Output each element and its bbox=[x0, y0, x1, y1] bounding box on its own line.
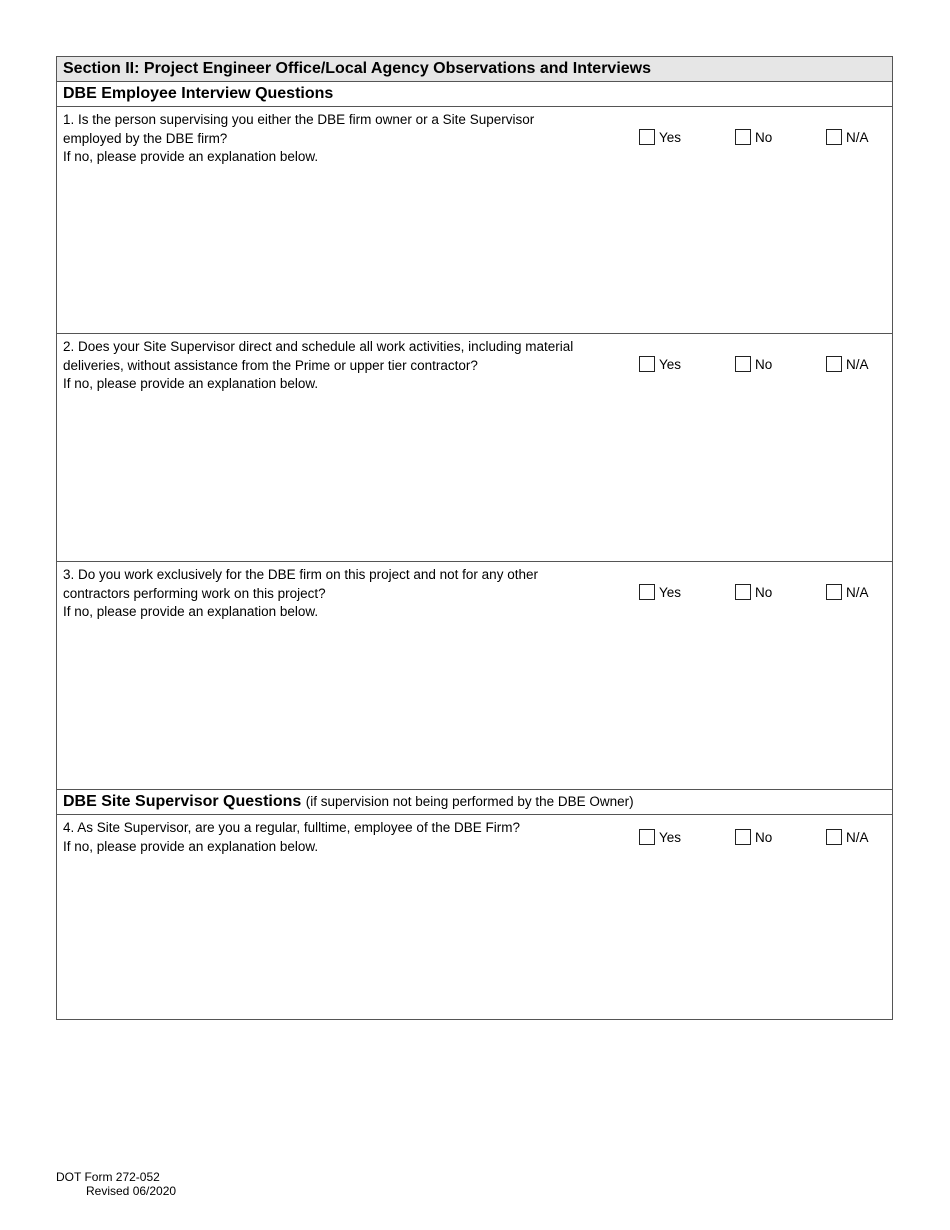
question-4-text bbox=[63, 819, 603, 856]
question-3-na-checkbox[interactable]: N/A bbox=[826, 584, 869, 600]
supervisor-questions-title bbox=[63, 793, 634, 811]
supervisor-questions-header bbox=[57, 790, 892, 815]
employee-questions-title: DBE Employee Interview Questions bbox=[63, 85, 334, 102]
question-2-yes-checkbox[interactable]: Yes bbox=[639, 356, 681, 372]
question-1-na-checkbox[interactable]: N/A bbox=[826, 129, 869, 145]
question-1-yes-checkbox[interactable]: Yes bbox=[639, 129, 681, 145]
question-1-text bbox=[63, 111, 603, 167]
question-4 bbox=[57, 815, 892, 1019]
employee-questions-header bbox=[57, 82, 892, 107]
supervisor-note: (if supervision not being performed by the DBE Owner) bbox=[305, 794, 634, 809]
question-2-na-checkbox[interactable]: N/A bbox=[826, 356, 869, 372]
question-1-line: If no, please provide an explanation below. bbox=[63, 149, 319, 164]
question-3-line: contractors performing work on this project? bbox=[63, 585, 326, 601]
question-4-line: If no, please provide an explanation below. bbox=[63, 838, 319, 854]
question-2-line: 2. Does your Site Supervisor direct and schedule all work activities, including material bbox=[63, 339, 574, 354]
question-2 bbox=[57, 334, 892, 562]
question-4-na-checkbox[interactable]: N/A bbox=[826, 829, 869, 845]
question-2-line: deliveries, without assistance from the Prime or upper tier contractor? bbox=[63, 357, 478, 373]
interview-form bbox=[56, 56, 893, 1020]
question-2-line: If no, please provide an explanation below. bbox=[63, 376, 319, 391]
section-header bbox=[57, 57, 892, 82]
question-3-yes-checkbox[interactable]: Yes bbox=[639, 584, 681, 600]
revision-date: Revised 06/2020 bbox=[86, 1184, 177, 1198]
supervisor-title-text: DBE Site Supervisor Questions bbox=[63, 793, 302, 810]
question-4-line: 4. As Site Supervisor, are you a regular, fulltime, employee of the DBE Firm? bbox=[63, 820, 520, 835]
question-2-text bbox=[63, 338, 603, 394]
question-1-no-checkbox[interactable]: No bbox=[735, 129, 772, 145]
question-3-line: If no, please provide an explanation below. bbox=[63, 604, 319, 619]
question-1-line: employed by the DBE firm? bbox=[63, 130, 228, 146]
question-1 bbox=[57, 107, 892, 334]
question-3 bbox=[57, 562, 892, 790]
question-2-no-checkbox[interactable]: No bbox=[735, 356, 772, 372]
question-1-line: 1. Is the person supervising you either the DBE firm owner or a Site Supervisor bbox=[63, 112, 535, 127]
question-3-text bbox=[63, 566, 603, 622]
question-3-no-checkbox[interactable]: No bbox=[735, 584, 772, 600]
form-number: DOT Form 272-052 bbox=[56, 1170, 160, 1184]
section-title: Section II: Project Engineer Office/Local Agency Observations and Interviews bbox=[63, 60, 652, 77]
question-3-line: 3. Do you work exclusively for the DBE firm on this project and not for any other bbox=[63, 567, 538, 582]
form-footer bbox=[56, 1170, 176, 1198]
question-4-yes-checkbox[interactable]: Yes bbox=[639, 829, 681, 845]
question-4-no-checkbox[interactable]: No bbox=[735, 829, 772, 845]
